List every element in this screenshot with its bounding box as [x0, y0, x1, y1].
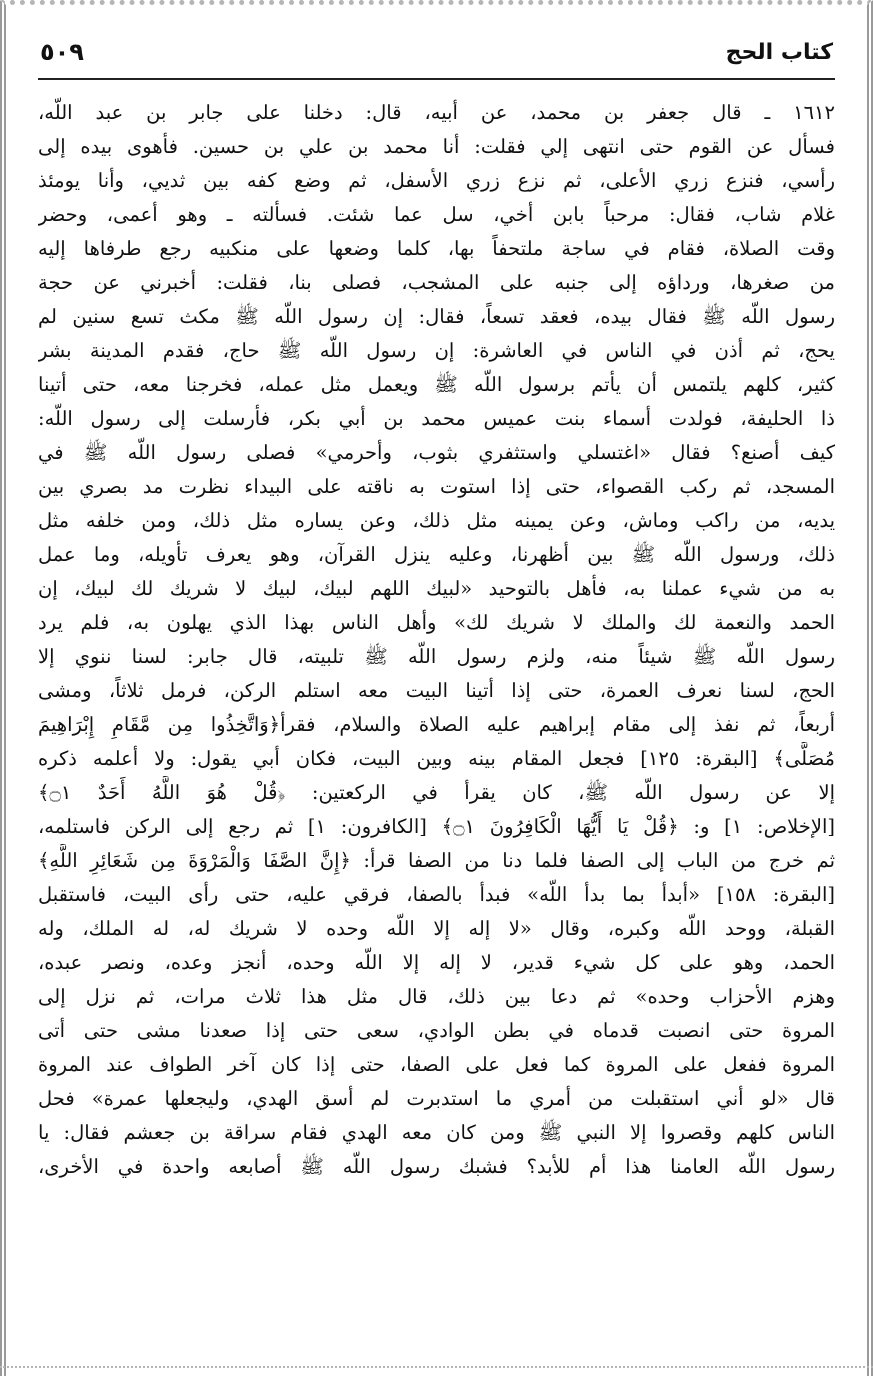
text-line: [الإخلاص: ١] و: ﴿قُلْ يَا أَيُّهَا الْكَافِرُونَ ۝١﴾ [الكافرون: ١] ثم رجع إلى الركن فاستلمه، — [38, 815, 835, 838]
text-line: وهزم الأحزاب وحده» ثم دعا بين ذلك، قال مثل هذا ثلاث مرات، ثم نزل إلى — [38, 985, 835, 1008]
text-line: من صغرها، ورداؤه إلى جنبه على المشجب، فصلى بنا، فقلت: أخبرني عن حجة — [38, 271, 835, 294]
text-line: غلام شاب، فقال: مرحباً بابن أخي، سل عما شئت. فسألته ـ وهو أعمى، وحضر — [38, 203, 835, 226]
text-line: الحمد، وهو على كل شيء قدير، لا إله إلا اللّه وحده، أنجز وعده، ونصر عبده، — [38, 951, 835, 974]
text-line: به من شيء عملنا به، فأهل بالتوحيد «لبيك اللهم لبيك، لبيك لا شريك لك لبيك، إن — [38, 577, 835, 600]
text-line: إلا عن رسول اللّه ﷺ، كان يقرأ في الركعتين: ﴿قُلْ هُوَ اللَّهُ أَحَدٌ ۝١﴾ — [38, 781, 835, 804]
text-line: رسول اللّه ﷺ شيئاً منه، ولزم رسول اللّه ﷺ تلبيته، قال جابر: لسنا ننوي إلا — [38, 645, 835, 668]
text-line: يديه، من راكب وماش، وعن يمينه مثل ذلك، وعن يساره مثل ذلك، ومن خلفه مثل — [38, 509, 835, 532]
text-line: قال «لو أني استقبلت من أمري ما استدبرت لم أسق الهدي، وليجعلها عمرة» فحل — [38, 1087, 835, 1110]
text-line: مُصَلًّى﴾ [البقرة: ١٢٥] فجعل المقام بينه وبين البيت، فكان أبي يقول: ولا أعلمه ذكره — [38, 747, 835, 770]
text-line: [البقرة: ١٥٨] «أبدأ بما بدأ اللّه» فبدأ بالصفا، فرقي عليه، حتى رأى البيت، فاستقبل — [38, 883, 835, 906]
text-line: أربعاً، ثم نفذ إلى مقام إبراهيم عليه الصلاة والسلام، فقرأ﴿وَاتَّخِذُوا مِن مَّقَامِ إِبْرَاهِيمَ — [38, 713, 835, 736]
header-rule — [38, 78, 835, 80]
bottom-border — [0, 1366, 873, 1376]
text-line: الحمد والنعمة لك والملك لا شريك لك» وأهل الناس بهذا الذي يهلون به، فلم يرد — [38, 611, 835, 634]
text-line: ذا الحليفة، فولدت أسماء بنت عميس محمد بن أبي بكر، فأرسلت إلى رسول اللّه: — [38, 407, 835, 430]
book-title: كتاب الحج — [725, 40, 833, 65]
body-text — [38, 96, 835, 1350]
text-line: ذلك، ورسول اللّه ﷺ بين أظهرنا، وعليه ينزل القرآن، وهو يعرف تأويله، وما عمل — [38, 543, 835, 566]
text-line: رسول اللّه ﷺ فقال بيده، فعقد تسعاً، فقال: إن رسول اللّه ﷺ مكث تسع سنين لم — [38, 305, 835, 328]
text-line: ١٦١٢ ـ قال جعفر بن محمد، عن أبيه، قال: دخلنا على جابر بن عبد اللّه، — [38, 101, 835, 124]
text-line: كيف أصنع؟ فقال «اغتسلي واستثفري بثوب، وأحرمي» فصلى رسول اللّه ﷺ في — [38, 441, 835, 464]
text-line: الناس كلهم وقصروا إلا النبي ﷺ ومن كان معه الهدي فقام سراقة بن جعشم فقال: يا — [38, 1121, 835, 1144]
text-line: وقت الصلاة، فقام في ساجة ملتحفاً بها، كلما وضعها على منكبيه رجع طرفاها إليه — [38, 237, 835, 260]
page-number: ٥٠٩ — [40, 38, 84, 66]
text-line: ثم خرج من الباب إلى الصفا فلما دنا من الصفا قرأ: ﴿إِنَّ الصَّفَا وَالْمَرْوَةَ مِن شَعَائِرِ اللَّهِ﴾ — [38, 849, 835, 872]
text-line: رسول اللّه العامنا هذا أم للأبد؟ فشبك رسول اللّه ﷺ أصابعه واحدة في الأخرى، — [38, 1155, 835, 1178]
text-line: القبلة، ووحد اللّه وكبره، وقال «لا إله إلا اللّه وحده لا شريك له، له الملك، وله — [38, 917, 835, 940]
text-line: المروة حتى انصبت قدماه في بطن الوادي، سعى حتى إذا صعدنا مشى حتى أتى — [38, 1019, 835, 1042]
text-line: المروة ففعل على المروة كما فعل على الصفا، حتى إذا كان آخر الطواف عند المروة — [38, 1053, 835, 1076]
text-line: المسجد، ثم ركب القصواء، حتى إذا استوت به ناقته على البيداء نظرت مد بصري بين — [38, 475, 835, 498]
text-line: رأسي، فنزع زري الأعلى، ثم نزع زري الأسفل، ثم وضع كفه بين ثديي، وأنا يومئذ — [38, 169, 835, 192]
text-line: يحج، ثم أذن في الناس في العاشرة: إن رسول اللّه ﷺ حاج، فقدم المدينة بشر — [38, 339, 835, 362]
page-header — [40, 38, 833, 72]
text-line: كثير، كلهم يلتمس أن يأتم برسول اللّه ﷺ ويعمل مثل عمله، فخرجنا معه، حتى أتينا — [38, 373, 835, 396]
text-line: الحج، لسنا نعرف العمرة، حتى إذا أتينا البيت معه استلم الركن، فرمل ثلاثاً، ومشى — [38, 679, 835, 702]
text-line: فسأل عن القوم حتى انتهى إلي فقلت: أنا محمد بن علي بن حسين. فأهوى بيده إلى — [38, 135, 835, 158]
